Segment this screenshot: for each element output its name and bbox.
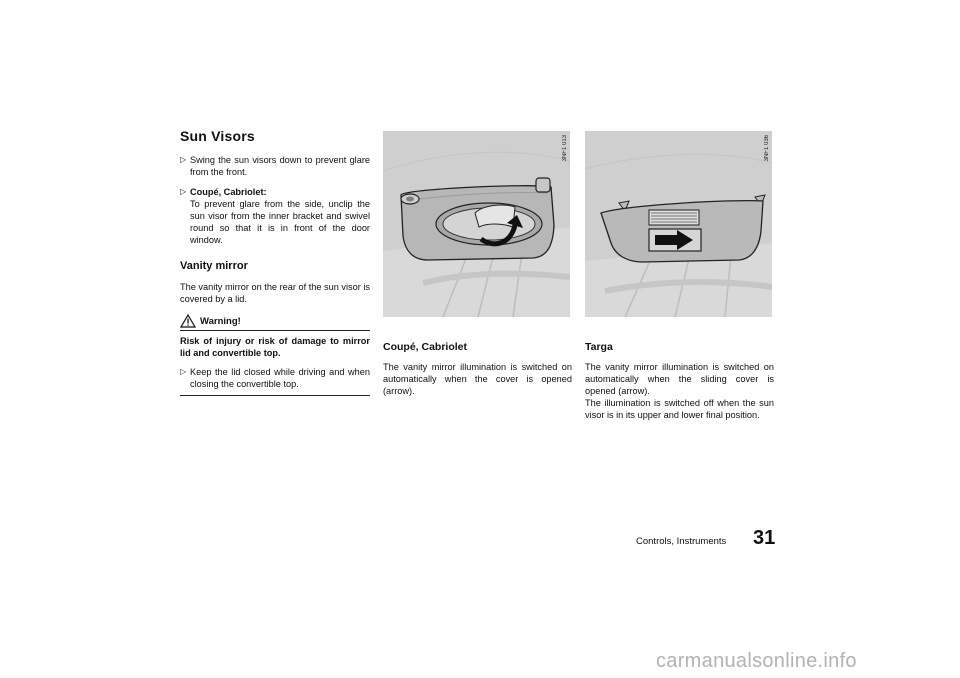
figure-targa xyxy=(585,131,772,317)
caption-coupe-cabriolet xyxy=(383,341,572,397)
bullet-triangle-icon: ▷ xyxy=(180,367,187,376)
bullet-triangle-icon: ▷ xyxy=(180,187,187,196)
bullet-coupe-cabriolet xyxy=(180,186,370,246)
sun-visor-illustration xyxy=(383,131,570,317)
warning-box xyxy=(180,314,370,396)
footer-section-label: Controls, Instruments xyxy=(636,536,727,547)
caption-targa xyxy=(585,341,774,421)
warning-triangle-icon xyxy=(180,314,196,328)
figure-code-label: 3NF1 013 xyxy=(562,135,568,162)
bullet-triangle-icon: ▷ xyxy=(180,155,187,164)
left-column xyxy=(180,154,370,396)
vanity-mirror-heading: Vanity mirror xyxy=(180,260,248,272)
warning-text: Risk of injury or risk of damage to mirror lid and convertible top. xyxy=(180,336,370,358)
bullet-text: Keep the lid closed while driving and when closing the convertible top. xyxy=(190,367,370,389)
page-title: Sun Visors xyxy=(180,128,255,144)
caption-text: The vanity mirror illumination is switched on automatically when the cover is opened (arrow). xyxy=(383,362,572,396)
bullet-heading: Coupé, Cabriolet: xyxy=(190,187,267,197)
caption-heading: Targa xyxy=(585,341,613,353)
figure-code-label: 3NF1 036 xyxy=(764,135,770,162)
caption-text: The vanity mirror illumination is switched on automatically when the sliding cover is opened (arrow). The illumination is switched off when the sun visor is in its upper and lower final position. xyxy=(585,362,774,420)
sun-visor-illustration xyxy=(585,131,772,317)
warning-top-rule xyxy=(180,330,370,331)
bullet-text: To prevent glare from the side, unclip the sun visor from the inner bracket and swivel round so that it is in front of the door window. xyxy=(190,199,370,245)
watermark-text: carmanualsonline.info xyxy=(656,650,857,672)
bullet-swing-visors xyxy=(180,154,370,178)
warning-bullet xyxy=(180,366,370,390)
warning-bottom-rule xyxy=(180,395,370,396)
page-number: 31 xyxy=(753,527,776,549)
figure-coupe-cabriolet xyxy=(383,131,570,317)
warning-label: Warning! xyxy=(200,316,241,327)
vanity-mirror-text: The vanity mirror on the rear of the sun visor is covered by a lid. xyxy=(180,282,370,304)
caption-heading: Coupé, Cabriolet xyxy=(383,341,468,353)
bullet-text: Swing the sun visors down to prevent glare from the front. xyxy=(190,155,370,177)
warning-header xyxy=(180,314,370,328)
